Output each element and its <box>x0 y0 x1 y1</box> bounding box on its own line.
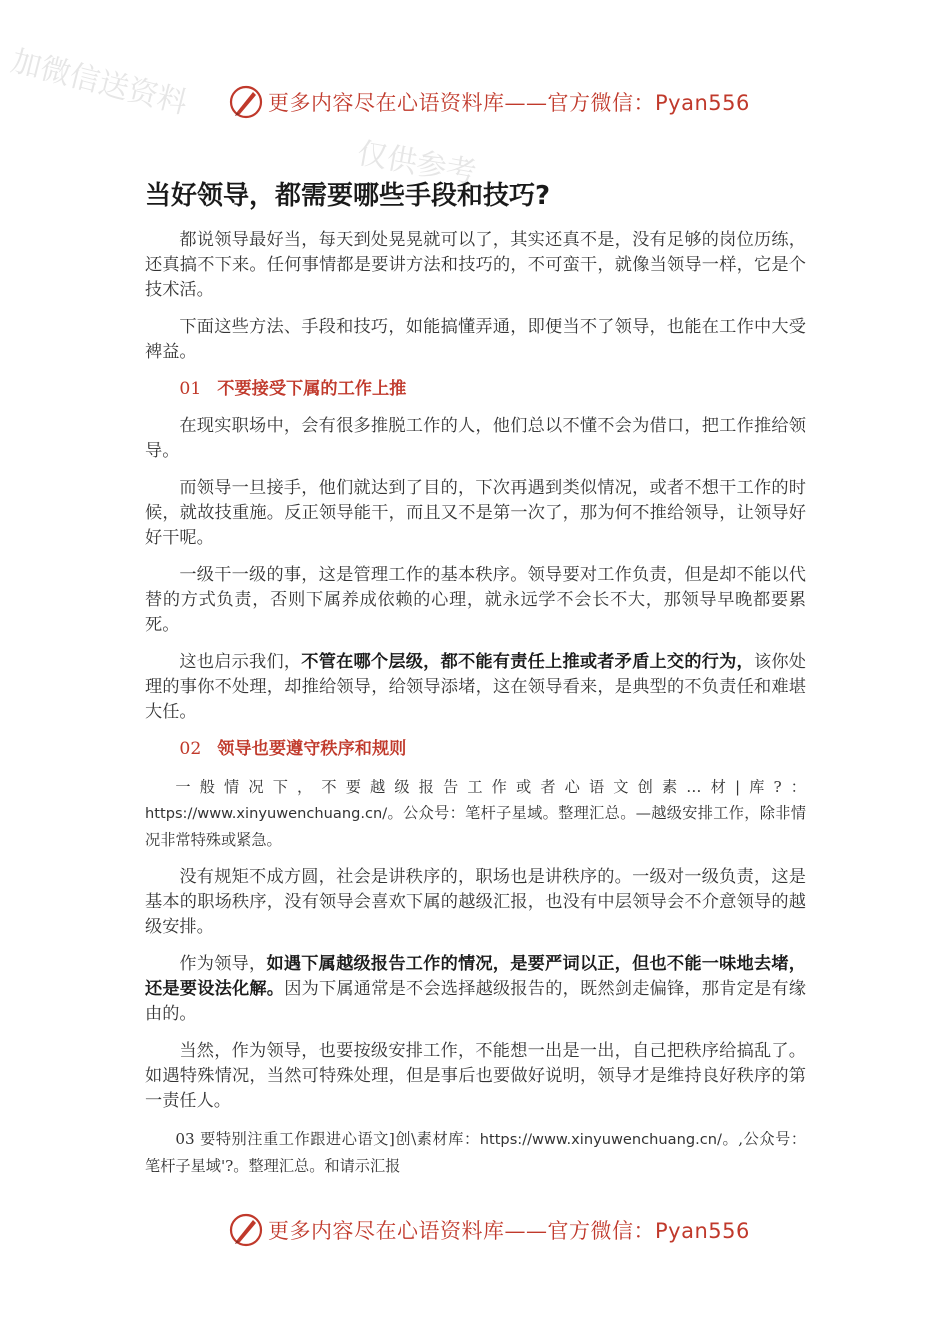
paragraph <box>145 1126 806 1179</box>
section-heading <box>145 377 806 402</box>
website-link[interactable]: https://www.xinyuwenchuang.cn/ <box>479 1131 722 1148</box>
paragraph: 都说领导最好当，每天到处晃晃就可以了，其实还真不是，没有足够的岗位历练，还真搞不下来。任何事情都是要讲方法和技巧的，不可蛮干，就像当领导一样，它是个技术活。 <box>145 230 806 300</box>
banner-label: 更多内容尽在心语资料库——官方微信： <box>268 91 655 115</box>
pen-logo-icon <box>228 84 264 120</box>
banner-wechat-id: Pyan556 <box>655 91 750 115</box>
section-title: 领导也要遵守秩序和规则 <box>217 739 407 759</box>
text-run: 。,公众号：笔杆子星域'?。整理汇总。和请示汇报 <box>145 1130 807 1175</box>
section-title: 不要接受下属的工作上推 <box>217 379 407 399</box>
paragraph: 下面这些方法、手段和技巧，如能搞懂弄通，即便当不了领导，也能在工作中大受裨益。 <box>145 317 806 362</box>
text-run: 03 要特别注重工作跟进心语文]创\素材库： <box>175 1130 480 1148</box>
section-heading <box>145 737 806 762</box>
paragraph: 当然，作为领导，也要按级安排工作，不能想一出是一出，自己把秩序给搞乱了。如遇特殊情况，当然可特殊处理，但是事后也要做好说明，领导才是维持良好秩序的第一责任人。 <box>145 1041 806 1111</box>
paragraph: 一级干一级的事，这是管理工作的基本秩序。领导要对工作负责，但是却不能以代替的方式负责，否则下属养成依赖的心理，就永远学不会长不大，那领导早晚都要累死。 <box>145 565 806 635</box>
website-link[interactable]: https://www.xinyuwenchuang.cn/ <box>145 805 388 822</box>
banner-text <box>268 87 750 117</box>
footer-banner <box>228 1212 750 1248</box>
section-number: 01 <box>179 379 202 399</box>
article-body <box>145 228 806 1191</box>
bold-text: 如遇下属越级报告工作的情况，是要严词以正，但也不能一味地去堵，还是要设法化解。 <box>145 954 806 999</box>
text-run: 因为下属通常是不会选择越级报告的，既然剑走偏锋，那肯定是有缘由的。 <box>145 979 806 1024</box>
banner-text <box>268 1215 750 1245</box>
text-run: 该你处理的事你不处理，却推给领导，给领导添堵，这在领导看来，是典型的不负责任和难堪大任。 <box>145 652 806 722</box>
banner-wechat-id: Pyan556 <box>655 1219 750 1243</box>
paragraph: 在现实职场中，会有很多推脱工作的人，他们总以不懂不会为借口，把工作推给领导。 <box>145 416 806 461</box>
watermark-text: 仅供参考 <box>354 135 479 192</box>
paragraph: 没有规矩不成方圆，社会是讲秩序的，职场也是讲秩序的。一级对一级负责，这是基本的职场秩序，没有领导会喜欢下属的越级汇报，也没有中层领导会不介意领导的越级安排。 <box>145 867 806 937</box>
text-run: 。公众号：笔杆子星域。整理汇总。—越级安排工作，除非情况非常特殊或紧急。 <box>145 804 806 849</box>
banner-label: 更多内容尽在心语资料库——官方微信： <box>268 1219 655 1243</box>
pen-logo-icon <box>228 1212 264 1248</box>
section-number: 02 <box>179 739 202 759</box>
paragraph <box>145 952 806 1027</box>
text-run: 一般情况下，不要越级报告工作或者心语文创素…材|库?： <box>175 778 806 796</box>
text-run: 作为领导， <box>179 954 267 974</box>
page-title: 当好领导，都需要哪些手段和技巧? <box>145 181 551 211</box>
watermark-text: 加微信送资料 <box>7 43 191 122</box>
text-run: 这也启示我们， <box>179 652 302 672</box>
header-banner <box>228 84 750 120</box>
paragraph <box>145 774 806 853</box>
paragraph: 而领导一旦接手，他们就达到了目的，下次再遇到类似情况，或者不想干工作的时候，就故技重施。反正领导能干，而且又不是第一次了，那为何不推给领导，让领导好好干呢。 <box>145 478 806 548</box>
bold-text: 不管在哪个层级，都不能有责任上推或者矛盾上交的行为， <box>301 652 754 672</box>
paragraph <box>145 650 806 725</box>
